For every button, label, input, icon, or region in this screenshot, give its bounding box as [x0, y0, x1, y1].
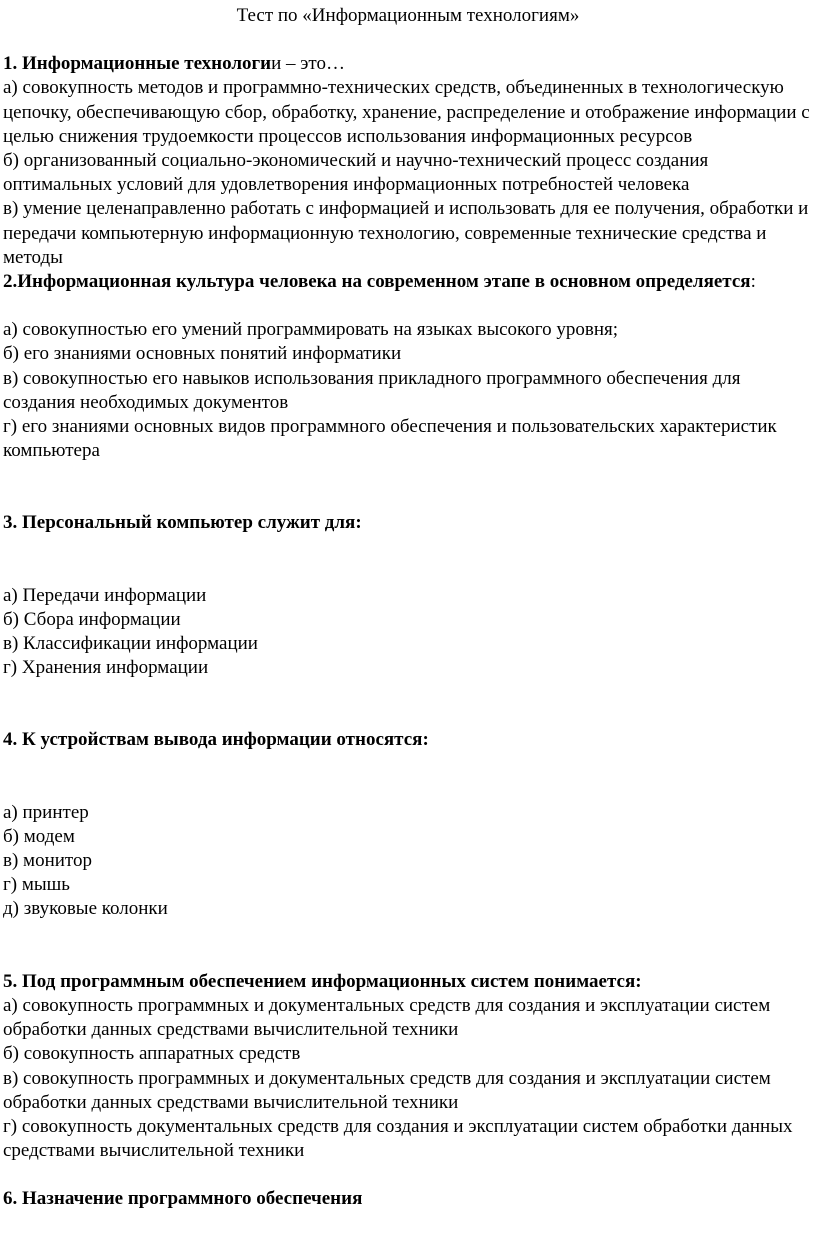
question-3-option-d: г) Хранения информации [3, 657, 209, 679]
document-page [3, 4, 813, 1212]
question-2 [3, 270, 813, 294]
question-2-option-b: б) его знаниями основных понятий информатики [3, 343, 402, 365]
spacer [3, 1163, 813, 1187]
question-4-option-c: в) монитор [3, 850, 92, 872]
question-2-suffix: : [750, 271, 756, 293]
spacer [3, 28, 813, 52]
spacer [3, 753, 813, 801]
document-title: Тест по «Информационным технологиям» [236, 5, 580, 26]
question-5-text: 5. Под программным обеспечением информационных систем понимается: [3, 970, 642, 992]
question-5 [3, 970, 813, 994]
question-5-option-d: г) совокупность документальных средств для создания и эксплуатации систем обработки данных средствами вычислительной техники [3, 1115, 793, 1162]
question-1-suffix: и – это… [271, 53, 345, 75]
question-3-text: 3. Персональный компьютер служит для: [3, 512, 362, 534]
question-1-text: 1. Информационные технологи [3, 53, 272, 75]
spacer [3, 680, 813, 728]
question-6-text: 6. Назначение программного обеспечения [3, 1188, 363, 1210]
question-5-option-a: а) совокупность программных и документальных средств для создания и эксплуатации систем обработки данных средствами вычислительной техники [3, 994, 771, 1041]
spacer [3, 294, 813, 318]
question-5-option-b: б) совокупность аппаратных средств [3, 1043, 301, 1065]
question-1-option-b: б) организованный социально-экономический и научно-технический процесс создания оптимальных условий для удовлетворения информационных потребностей человека [3, 150, 709, 196]
question-1 [3, 52, 813, 76]
question-3-option-c: в) Классификации информации [3, 633, 258, 655]
question-2-text: 2.Информационная культура человека на современном этапе в основном определяется [3, 271, 751, 293]
question-4-text: 4. К устройствам вывода информации относятся: [3, 729, 429, 751]
question-6 [3, 1187, 813, 1211]
spacer [3, 536, 813, 584]
question-5-option-c: в) совокупность программных и документальных средств для создания и эксплуатации систем обработки данных средствами вычислительной техники [3, 1067, 771, 1113]
question-4-option-e: д) звуковые колонки [3, 898, 168, 920]
question-1-option-c: в) умение целенаправленно работать с информацией и использовать для ее получения, обработки и передачи компьютерную информационную технологию, современные технические средства и методы [3, 198, 809, 268]
question-4-option-b: б) модем [3, 825, 75, 847]
question-2-option-c: в) совокупностью его навыков использования прикладного программного обеспечения для создания необходимых документов [3, 367, 741, 413]
question-4 [3, 728, 813, 752]
spacer [3, 922, 813, 970]
question-1-option-a: а) совокупность методов и программно-технических средств, объединенных в технологическую цепочку, обеспечивающую сбор, обработку, хранение, распределение и отображение информации с целью снижения трудоемкости процессов использования информационных ресурсов [3, 77, 810, 147]
question-2-option-a: а) совокупностью его умений программировать на языках высокого уровня; [3, 319, 619, 341]
question-4-option-d: г) мышь [3, 874, 70, 896]
spacer [3, 463, 813, 511]
question-2-option-d: г) его знаниями основных видов программного обеспечения и пользовательских характеристик компьютера [3, 416, 777, 462]
question-3-option-b: б) Сбора информации [3, 608, 181, 630]
question-3-option-a: а) Передачи информации [3, 584, 207, 606]
question-4-option-a: а) принтер [3, 801, 89, 823]
question-3 [3, 511, 813, 535]
